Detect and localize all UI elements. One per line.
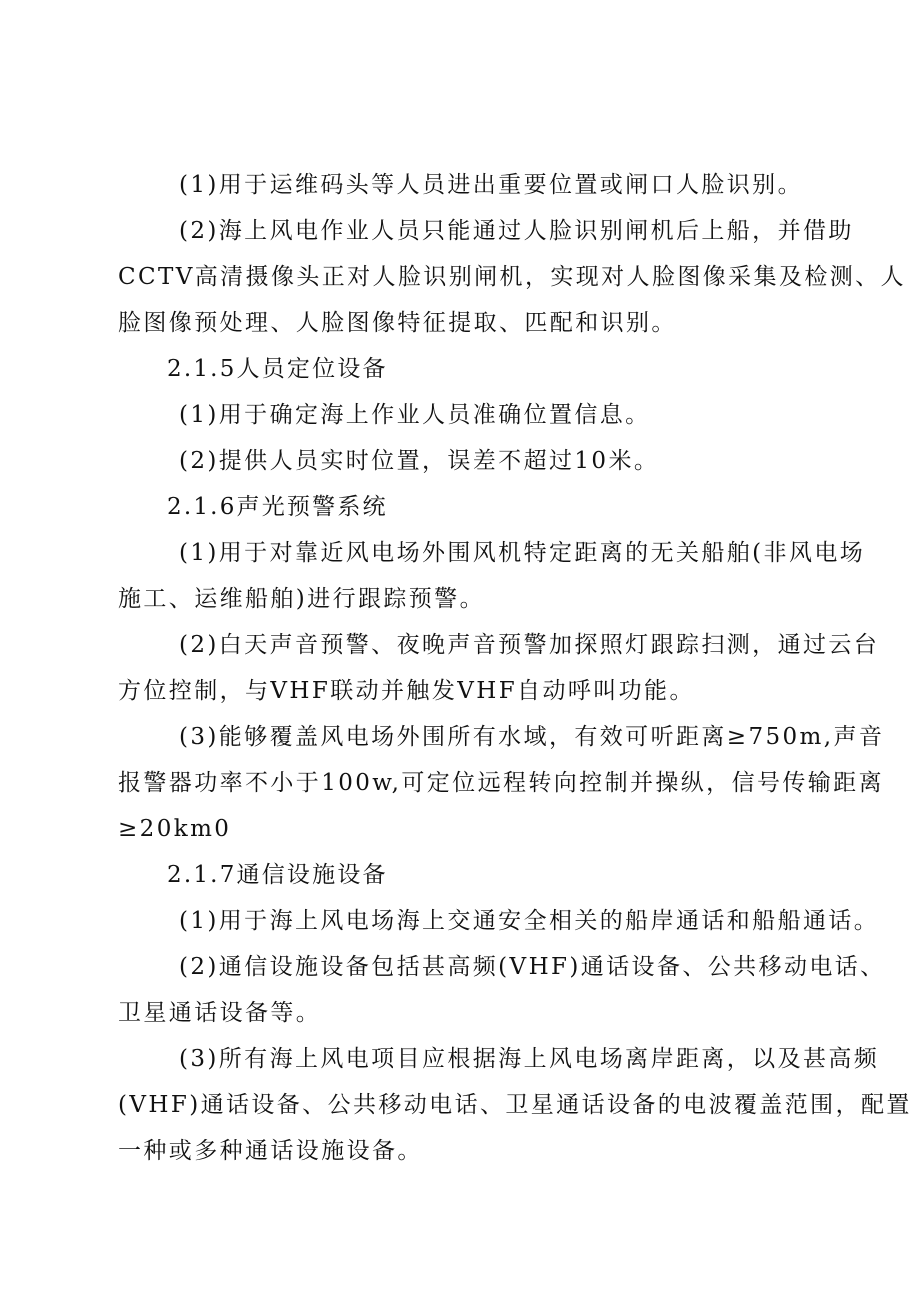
text-line: ≥20km0 (118, 816, 232, 842)
text-line: (VHF)通话设备、公共移动电话、卫星通话设备的电波覆盖范围，配置 (118, 1092, 912, 1118)
text-line: (2)通信设施设备包括甚高频(VHF)通话设备、公共移动电话、 (179, 954, 886, 980)
text-line: (1)用于海上风电场海上交通安全相关的船岸通话和船船通话。 (179, 908, 880, 934)
text-line: 报警器功率不小于100w,可定位远程转向控制并操纵，信号传输距离 (118, 770, 884, 796)
text-line: 卫星通话设备等。 (118, 1000, 322, 1026)
section-heading: 2.1.7通信设施设备 (167, 862, 388, 888)
text-line: 一种或多种通话设施设备。 (118, 1138, 423, 1164)
text-line: 脸图像预处理、人脸图像特征提取、匹配和识别。 (118, 310, 677, 336)
text-line: (1)用于运维码头等人员进出重要位置或闸口人脸识别。 (179, 172, 803, 198)
text-line: CCTV高清摄像头正对人脸识别闸机，实现对人脸图像采集及检测、人 (118, 264, 906, 290)
text-line: (3)所有海上风电项目应根据海上风电场离岸距离，以及甚高频 (179, 1046, 880, 1072)
text-line: (3)能够覆盖风电场外围所有水域，有效可听距离≥750m,声音 (179, 724, 885, 750)
text-line: (1)用于确定海上作业人员准确位置信息。 (179, 402, 651, 428)
section-heading: 2.1.6声光预警系统 (167, 494, 388, 520)
text-line: 施工、运维船舶)进行跟踪预警。 (118, 586, 485, 612)
section-heading: 2.1.5人员定位设备 (167, 356, 388, 382)
text-line: (2)提供人员实时位置，误差不超过10米。 (179, 448, 660, 474)
text-line: (1)用于对靠近风电场外围风机特定距离的无关船舶(非风电场 (179, 540, 866, 566)
text-line: (2)海上风电作业人员只能通过人脸识别闸机后上船，并借助 (179, 218, 854, 244)
text-line: (2)白天声音预警、夜晚声音预警加探照灯跟踪扫测，通过云台 (179, 632, 880, 658)
text-line: 方位控制，与VHF联动并触发VHF自动呼叫功能。 (118, 678, 695, 704)
